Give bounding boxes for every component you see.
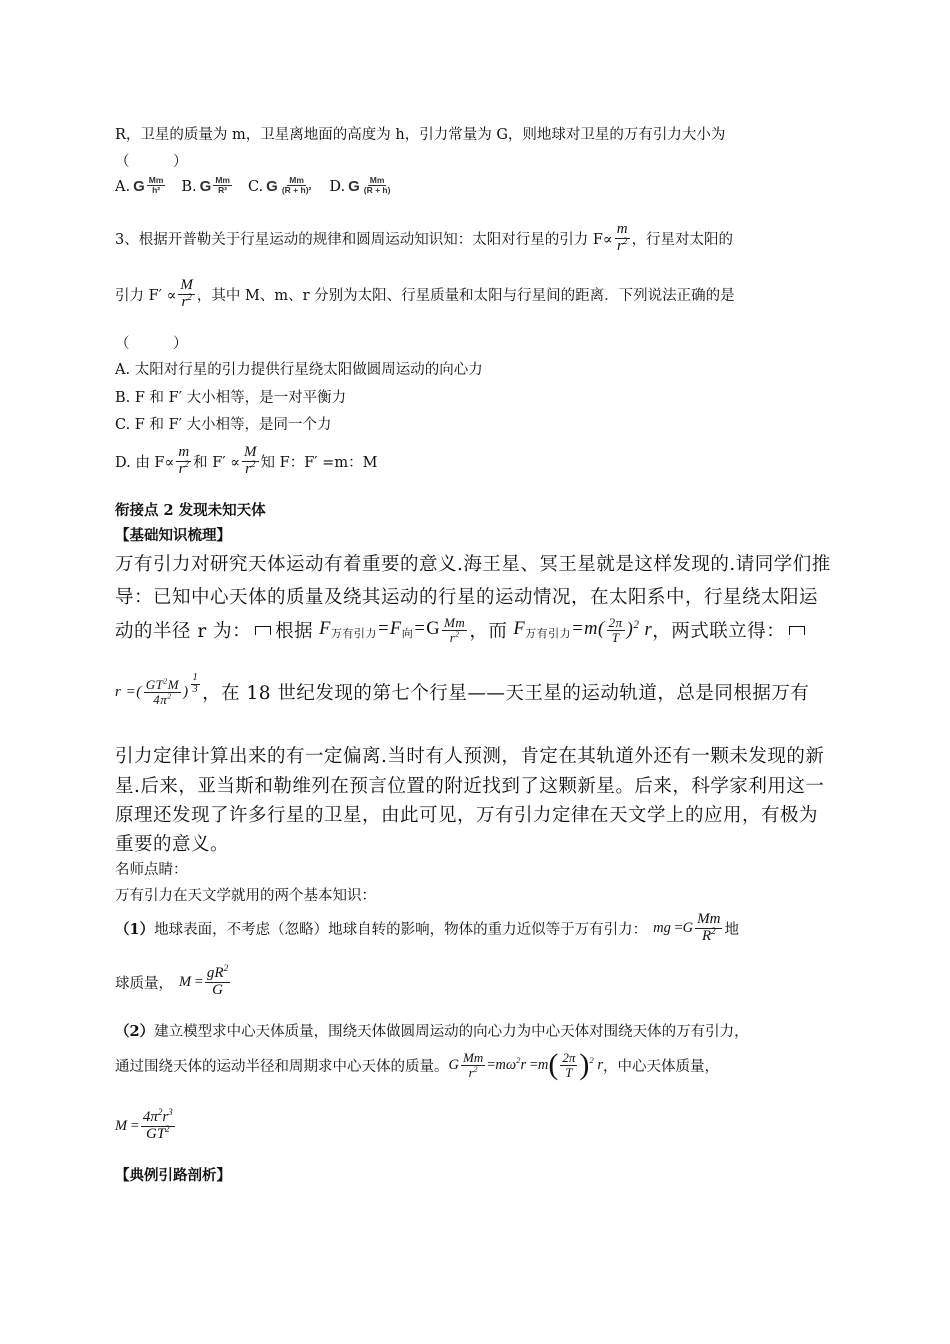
formula-F-equals: $F_{万有引力}=F_向=G$ — [319, 619, 441, 641]
tip-intro: 万有引力在天文学就用的两个基本知识： — [115, 888, 376, 904]
q3-option-b[interactable]: B. F 和 F′ 大小相等，是一对平衡力 — [115, 390, 347, 406]
fraction-2pi-over-T: $\frac{2\pi}{T}$ — [608, 615, 623, 645]
q3-line1: 3、根据开普勒关于行星运动的规律和圆周运动知识知：太阳对行星的引力 F∝ $\frac{m}{r^2}$ ，行星对太阳的 — [115, 221, 734, 254]
q3-blank: （ ） — [115, 336, 188, 352]
paragraph-line: 重要的意义。 — [115, 834, 230, 855]
fraction-Mm-over-r2: $\frac{Mm}{r^2}$ — [444, 615, 466, 645]
formula-F-centripetal: $F_{万有引力}=m$( — [513, 619, 605, 641]
knowledge-1-earth-mass: 球质量， M = $\frac{gR^2}{G}$ — [115, 963, 229, 998]
option-label: C. — [247, 178, 264, 195]
fraction-2pi-over-T: $\frac{2\pi}{T}$ — [562, 1049, 576, 1080]
central-mass-formula — [115, 1107, 177, 1143]
fraction-M-over-r2: $\frac{M}{r^2}$ — [180, 277, 193, 310]
basics-heading: 【基础知识梳理】 — [115, 527, 231, 544]
paragraph-line: 星.后来，亚当斯和勒维列在预言位置的附近找到了这颗新星。后来，科学家利用这一 — [115, 776, 825, 797]
derivation-line: 动的半径 r 为： 根据 $F_{万有引力}=F_向=G$ $\frac{Mm}{r^2}$ ，而 $F_{万有引力}=m$( $\frac{2\pi}{T}$ )$^2$ r ，两式联立得： — [115, 616, 809, 644]
paragraph-line: 引力定律计算出来的有一定偏离.当时有人预测，肯定在其轨道外还有一颗未发现的新 — [115, 746, 825, 767]
fraction-Mm-over-r2: $\frac{Mm}{r^2}$ — [462, 1049, 484, 1080]
paragraph-line: 原理还发现了许多行星的卫星，由此可见，万有引力定律在天文学上的应用，有极为 — [115, 805, 819, 826]
fraction-Mm-over-R2: $\frac{Mm}{R^2}$ — [697, 911, 721, 944]
option-label: B. — [181, 178, 197, 195]
fraction-4pi2r3-over-GT2: $\frac{4\pi^2r^3}{GT^2}$ — [142, 1107, 173, 1142]
q2-option-b[interactable] — [181, 176, 234, 195]
formula-image: G $\frac{Mm}{\text{(R + h)²}}$ — [266, 175, 312, 195]
knowledge-2-formula: 通过围绕天体的运动半径和周期求中心天体的质量。 G $\frac{Mm}{r^2}$ $=m\omega^2r =m$ ( $\frac{2\pi}{T}$ ) $^2$ r ，中心天体质量， — [115, 1048, 720, 1081]
fraction-m-over-r2: $\frac{m}{r^2}$ — [616, 221, 628, 254]
q2-option-d[interactable] — [329, 176, 394, 195]
q2-blank: （ ） — [115, 154, 188, 170]
exponent-one-third: $\frac{1}{3}$ — [192, 672, 199, 695]
example-heading: 【典例引路剖析】 — [115, 1167, 231, 1184]
knowledge-1: （1） 地球表面，不考虑（忽略）地球自转的影响，物体的重力近似等于万有引力： mg =G $\frac{Mm}{R^2}$ 地 — [115, 911, 739, 944]
fraction-m-over-r2: $\frac{m}{r^2}$ — [178, 444, 190, 477]
formula-G: G — [448, 1056, 459, 1073]
fraction-GT2M-over-4pi2: $\frac{GT^2M}{4\pi^2}$ — [145, 676, 180, 707]
teacher-tip-label: 名师点睛： — [115, 862, 188, 878]
q3-option-a[interactable]: A. 太阳对行星的引力提供行星绕太阳做圆周运动的向心力 — [115, 362, 483, 378]
q2-option-a[interactable] — [115, 176, 167, 195]
formula-centripetal: $=m\omega^2r =m$ — [487, 1054, 549, 1073]
option-label: D. — [329, 178, 346, 195]
q3-option-c[interactable]: C. F 和 F′ 大小相等，是同一个力 — [115, 417, 332, 433]
q2-stem: R，卫星的质量为 m，卫星离地面的高度为 h，引力常量为 G，则地球对卫星的万有引力大小为 — [115, 127, 726, 143]
option-label: A. — [115, 178, 131, 195]
q2-options — [115, 176, 394, 195]
formula-M: M = — [115, 1117, 139, 1134]
paragraph-line: 导：已知中心天体的质量及绕其运动的行星的运动情况，在太阳系中，行星绕太阳运 — [115, 587, 819, 608]
q2-option-c[interactable] — [248, 176, 315, 195]
fraction-gR2-over-G: $\frac{gR^2}{G}$ — [206, 963, 229, 998]
answer-placeholder — [789, 626, 805, 635]
section-heading: 衔接点 2 发现未知天体 — [115, 502, 266, 519]
formula-mg: mg =G — [653, 919, 694, 936]
fraction-M-over-r2: $\frac{M}{r^2}$ — [244, 444, 257, 477]
formula-image: G $\frac{Mm}{\text{h²}}$ — [133, 175, 164, 195]
formula-r: r =( — [115, 683, 142, 700]
knowledge-2: （2） 建立模型求中心天体质量，围绕天体做圆周运动的向心力为中心天体对围绕天体的万有引力， — [115, 1023, 749, 1040]
q3-option-d[interactable]: D. 由 F∝ $\frac{m}{r^2}$ 和 F′ ∝ $\frac{M}{r^2}$ 知 F：F′ =m：M — [115, 444, 378, 477]
formula-M: M = — [179, 973, 203, 990]
paragraph-line: 万有引力对研究天体运动有着重要的意义.海王星、冥王星就是这样发现的.请同学们推 — [115, 554, 831, 575]
formula-image: G $\frac{Mm}{\text{R²}}$ — [199, 175, 230, 195]
answer-placeholder — [255, 626, 271, 635]
orbit-radius-line: r =( $\frac{GT^2M}{4\pi^2}$ ) $\frac{1}{3}$ ，在 18 世纪发现的第七个行星——天王星的运动轨道，总是同根据万有 — [115, 672, 810, 707]
q3-line2: 引力 F′ ∝ $\frac{M}{r^2}$ ，其中 M、m、r 分别为太阳、行星质量和太阳与行星间的距离．下列说法正确的是 — [115, 277, 735, 310]
formula-image: G $\frac{Mm}{(R + h)}$ — [348, 175, 391, 195]
